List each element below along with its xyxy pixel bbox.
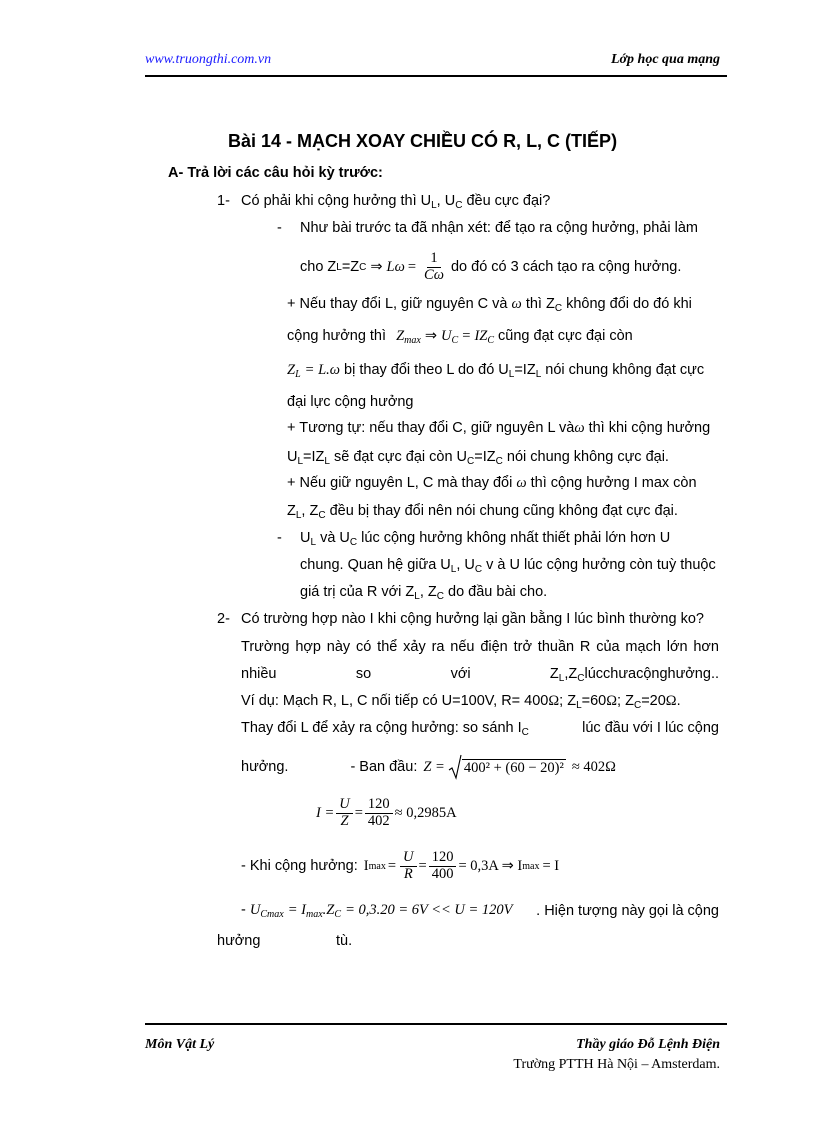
q1-question: Có phải khi cộng hưởng thì $U_L$, $U_C$ đều cực đại? <box>241 193 551 211</box>
footer-subject: Môn Vật Lý <box>145 1037 215 1052</box>
q1-para-2: cho Z L =Z C ⇒ Lω = $\frac{1}{C\omega}$ do đó có 3 cách tạo ra cộng hưởng. <box>300 249 682 283</box>
q2-line-6: hưởng. - Ban đầu: Z = 400² + (60 − 20)² ≈ 402Ω <box>241 752 616 782</box>
q1-para-11: $U_L$ và $U_C$ lúc cộng hưởng không nhất thiết phải lớn hơn U <box>300 530 671 548</box>
footer-teacher: Thầy giáo Đỗ Lệnh Điện <box>576 1037 720 1052</box>
q1-label: 1- <box>217 193 230 209</box>
q2-line-3: nhiều so với $Z_L,Z_Clúcchưacộnghưởng$.. <box>241 666 719 684</box>
q2-line-10a: hưởng <box>217 933 261 949</box>
q2-line-10b: tù. <box>336 933 353 949</box>
fraction-1-over-C-omega: $\frac{1}{C\omega}$ <box>424 249 444 283</box>
sqrt-symbol <box>448 753 462 781</box>
dash-bullet-2: - <box>277 530 282 546</box>
header-rule <box>145 75 727 77</box>
dash-bullet-1: - <box>277 220 282 236</box>
header-right-text: Lớp học qua mạng <box>610 52 720 67</box>
q2-line-5: Thay đổi L để xảy ra cộng hưởng: so sánh $I_C$ lúc đầu với I lúc cộng <box>241 720 719 738</box>
footer-rule <box>145 1023 727 1025</box>
q1-para-13: giá trị của R với $Z_L$, $Z_C$ do đầu bài cho. <box>300 584 548 602</box>
q1-para-4: cộng hưởng thì $Z_{max}$ ⇒ $U_C = IZ_C$ cũng đạt cực đại còn <box>287 328 633 346</box>
page-title: Bài 14 - MẠCH XOAY CHIỀU CÓ R, L, C (TIẾP) <box>228 131 618 151</box>
section-a-heading: A- Trả lời các câu hỏi kỳ trước: <box>168 165 383 181</box>
q1-para-9: + Nếu giữ nguyên L, C mà thay đổi ω thì cộng hưởng I max còn <box>287 475 697 491</box>
q1-para-5: $Z_L = L.\omega$ bị thay đổi theo L do đó $U_L=IZ_L$ nói chung không đạt cực <box>287 362 705 380</box>
q1-para-6: đại lực cộng hưởng <box>287 394 414 410</box>
q1-para-12: chung. Quan hệ giữa $U_L$, $U_C$ v à U lúc cộng hưởng còn tuỳ thuộc <box>300 557 716 575</box>
q1-para-8: $U_L=IZ_L$ sẽ đạt cực đại còn $U_C=IZ_C$ nói chung không cực đại. <box>287 449 669 467</box>
q1-para-3: + Nếu thay đổi L, giữ nguyên C và ω thì $Z_C$ không đổi do đó khi <box>287 296 692 314</box>
q1-para-10: $Z_L$, $Z_C$ đều bị thay đổi nên nói chung cũng không đạt cực đại. <box>287 503 678 521</box>
q2-line-4: Ví dụ: Mạch R, L, C nối tiếp có U=100V, R= 400Ω; $Z_L=60\Omega$; $Z_C=20\Omega$. <box>241 693 681 711</box>
q2-line-1: Có trường hợp nào I khi cộng hưởng lại gần bằng I lúc bình thường ko? <box>241 611 704 627</box>
q2-line-2: Trường hợp này có thể xảy ra nếu điện trở thuần R của mạch lớn hơn <box>241 639 719 655</box>
q2-current-calc: I = $\frac{U}{Z}$ = $\frac{120}{402}$ ≈ 0,2985A <box>316 795 457 829</box>
q2-label: 2- <box>217 611 230 627</box>
q2-line-9: - $U_{Cmax} = I_{max}.Z_C = 0,3.20 = 6V << U = 120V$ . Hiện tượng này gọi là cộng <box>241 902 719 920</box>
q2-resonance-calc: - Khi cộng hưởng: I max = $\frac{U}{R}$ = $\frac{120}{400}$ = 0,3A ⇒ I max = I <box>241 848 560 882</box>
q1-para-7: + Tương tự: nếu thay đổi C, giữ nguyên L vàω thì khi cộng hưởng <box>287 420 711 436</box>
footer-school: Trường PTTH Hà Nội – Amsterdam. <box>513 1057 720 1072</box>
q1-para-1: Như bài trước ta đã nhận xét: để tạo ra cộng hưởng, phải làm <box>300 220 698 236</box>
website-link[interactable]: www.truongthi.com.vn <box>145 52 272 67</box>
